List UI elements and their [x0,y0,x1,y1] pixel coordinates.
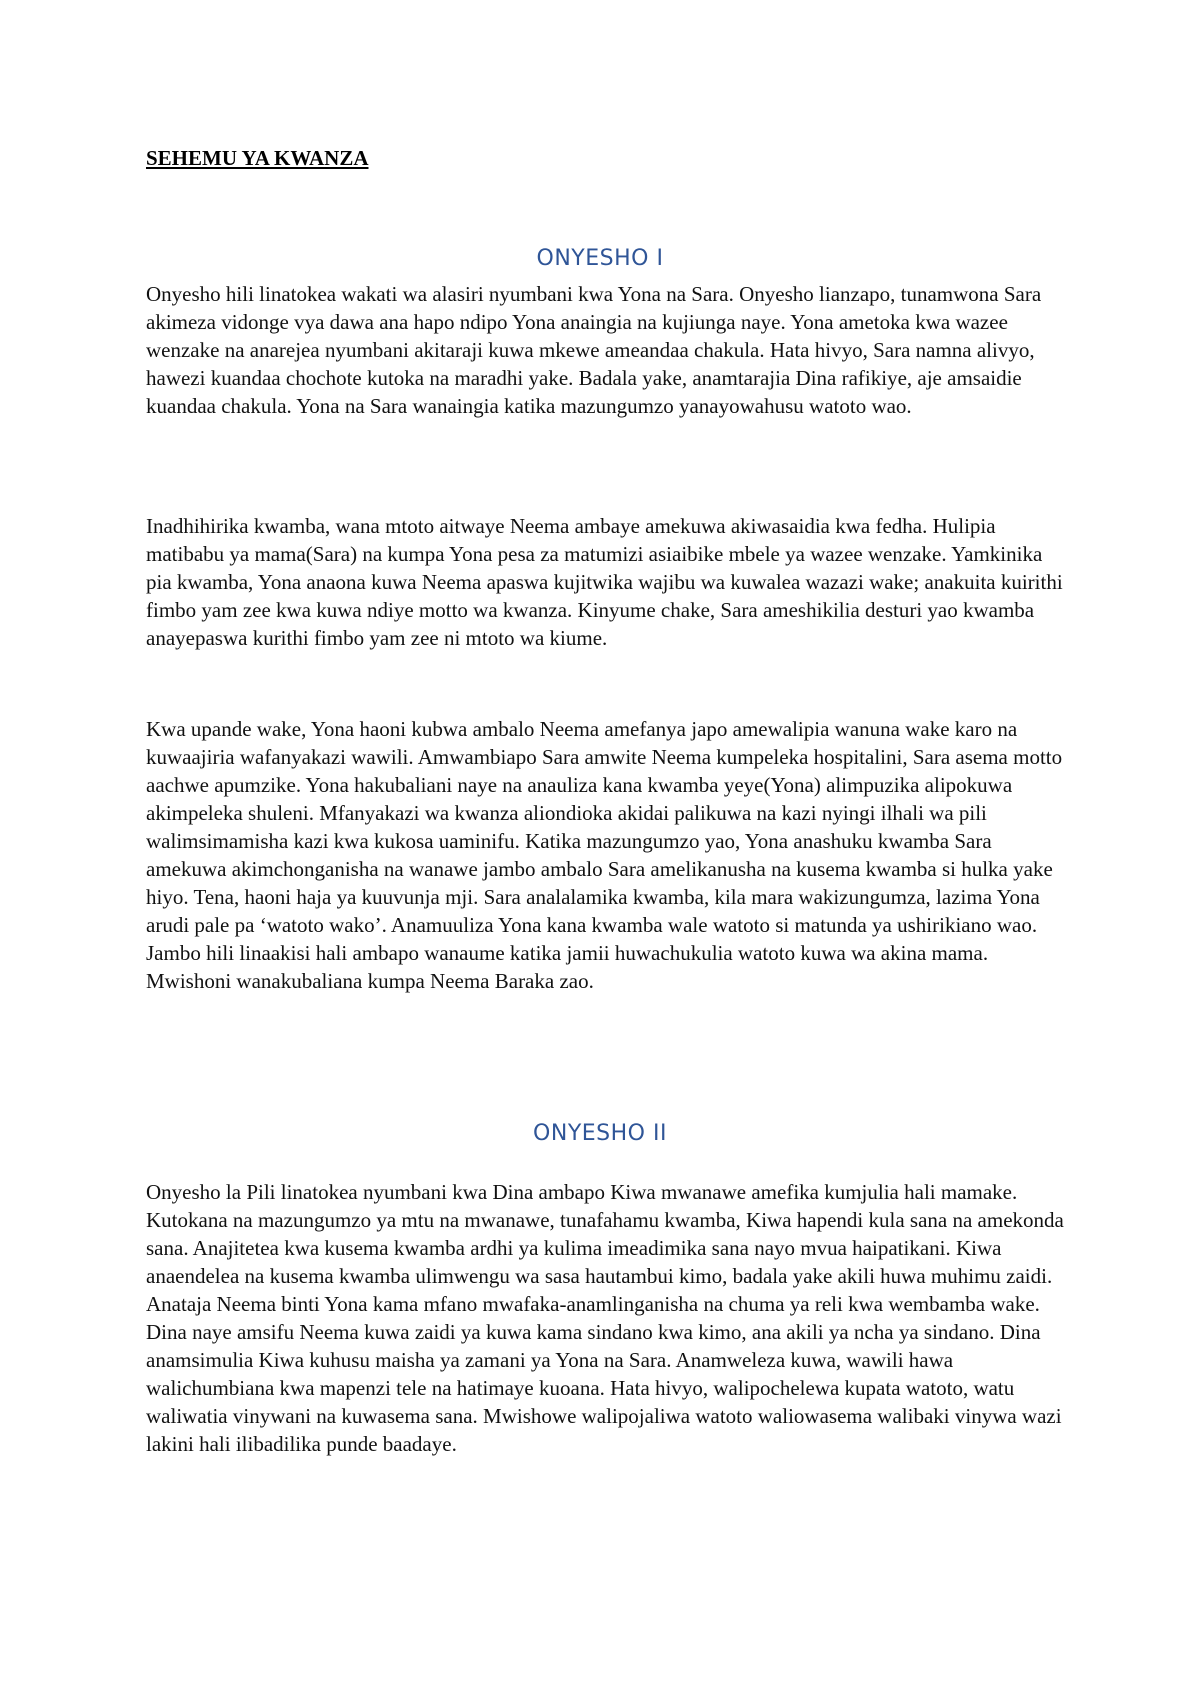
scene-1-heading: ONYESHO I [536,246,664,271]
scene-1-paragraph-1: Onyesho hili linatokea wakati wa alasiri nyumbani kwa Yona na Sara. Onyesho lianzapo, tunamwona Sara akimeza vidonge vya dawa ana hapo ndipo Yona anaingia na kujiunga naye. Yona ametoka kwa wazee wenzake na anarejea nyumbani akitaraji kuwa mkewe ameandaa chakula. Hata hivyo, Sara namna alivyo, hawezi kuandaa chochote kutoka na maradhi yake. Badala yake, anamtarajia Dina rafikiye, aje amsaidie kuandaa chakula. Yona na Sara wanaingia katika mazungumzo yanayowahusu watoto wao. [146,282,1042,418]
scene-1-paragraph-2: Inadhihirika kwamba, wana mtoto aitwaye Neema ambaye amekuwa akiwasaidia kwa fedha. Hulipia matibabu ya mama(Sara) na kumpa Yona pesa za matumizi asiaibike mbele ya wazee wenzake. Yamkinika pia kwamba, Yona anaona kuwa Neema apaswa kujitwika wajibu wa kuwalea wazazi wake; anakuita kuirithi fimbo yam zee kwa kuwa ndiye motto wa kwanza. Kinyume chake, Sara ameshikilia desturi yao kwamba anayepaswa kurithi fimbo yam zee ni mtoto wa kiume. [146,514,1063,650]
part-title: SEHEMU YA KWANZA [146,146,369,170]
scene-2-paragraph-1: Onyesho la Pili linatokea nyumbani kwa Dina ambapo Kiwa mwanawe amefika kumjulia hali mamake. Kutokana na mazungumzo ya mtu na mwanawe, tunafahamu kwamba, Kiwa hapendi kula sana na amekonda sana. Anajitetea kwa kusema kwamba ardhi ya kulima imeadimika sana nayo mvua haipatikani. Kiwa anaendelea na kusema kwamba ulimwengu wa sasa hautambui kimo, badala yake akili huwa muhimu zaidi. Anataja Neema binti Yona kama mfano mwafaka-anamlinganisha na chuma ya reli kwa wembamba wake. Dina naye amsifu Neema kuwa zaidi ya kuwa kama sindano kwa kimo, ana akili ya ncha ya sindano. Dina anamsimulia Kiwa kuhusu maisha ya zamani ya Yona na Sara. Anamweleza kuwa, wawili hawa walichumbiana kwa mapenzi tele na hatimaye kuoana. Hata hivyo, walipochelewa kupata watoto, watu waliwatia vinywani na kuwasema sana. Mwishowe walipojaliwa watoto waliowasema walibaki vinywa wazi lakini hali ilibadilika punde baadaye. [146,1180,1064,1456]
scene-1-paragraph-3: Kwa upande wake, Yona haoni kubwa ambalo Neema amefanya japo amewalipia wanuna wake karo na kuwaajiria wafanyakazi wawili. Amwambiapo Sara amwite Neema kumpeleka hospitalini, Sara asema motto aachwe apumzike. Yona hakubaliani naye na anauliza kana kwamba yeye(Yona) alimpuzika alipokuwa akimpeleka shuleni. Mfanyakazi wa kwanza aliondioka akidai palikuwa na kazi nyingi ilhali wa pili walimsimamisha kazi kwa kukosa uaminifu. Katika mazungumzo yao, Yona anashuku kwamba Sara amekuwa akimchonganisha na wanawe jambo ambalo Sara amelikanusha na kusema kwamba si hulka yake hiyo. Tena, haoni haja ya kuuvunja mji. Sara analalamika kwamba, kila mara wakizungumza, lazima Yona arudi pale pa ‘watoto wako’. Anamuuliza Yona kana kwamba wale watoto si matunda ya ushirikiano wao. Jambo hili linaakisi hali ambapo wanaume katika jamii huwachukulia watoto kuwa wa akina mama. Mwishoni wanakubaliana kumpa Neema Baraka zao. [146,717,1063,993]
scene-2-heading: ONYESHO II [533,1121,667,1146]
